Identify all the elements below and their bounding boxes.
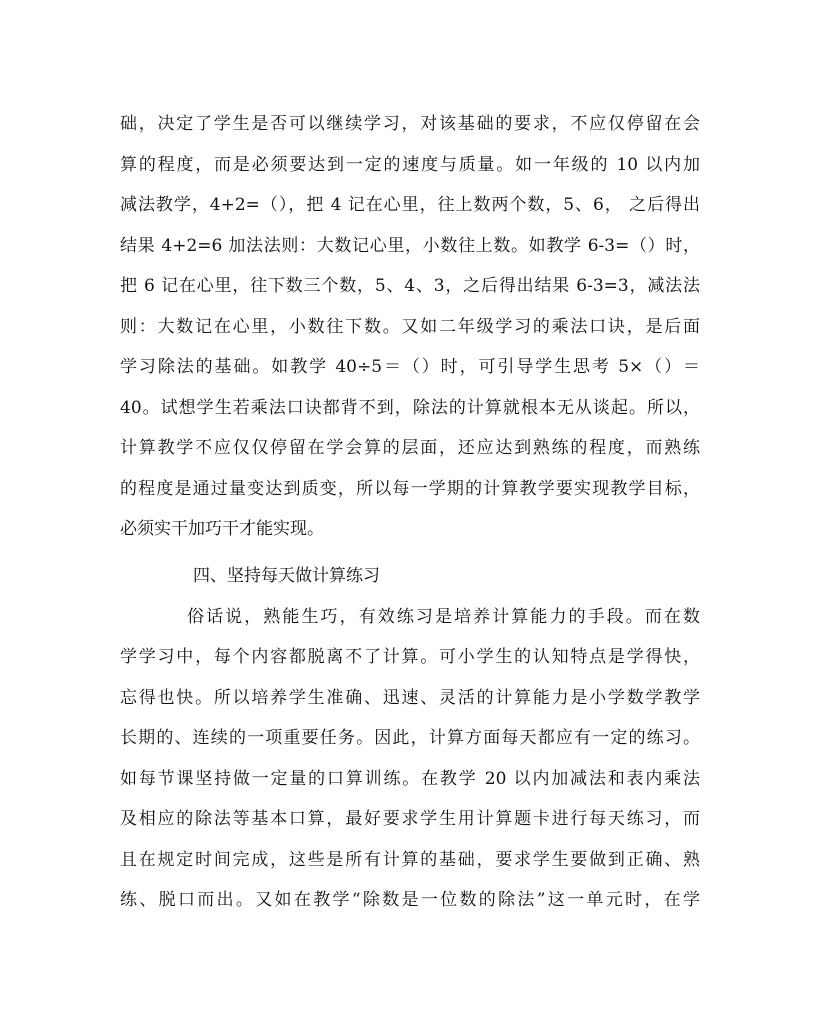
paragraph-line: 把 6 记在心里，往下数三个数，5、4、3，之后得出结果 6-3=3，减法法 [120,276,700,296]
paragraph-line: 忘得也快。所以培养学生准确、迅速、灵活的计算能力是小学数学教学 [120,688,700,708]
paragraph-line: 且在规定时间完成，这些是所有计算的基础，要求学生要做到正确、熟 [120,850,700,870]
paragraph-line: 结果 4+2=6 加法法则：大数记心里，小数往上数。如教学 6-3=（）时， [120,236,700,256]
paragraph-line: 的程度是通过量变达到质变，所以每一学期的计算教学要实现教学目标， [120,479,700,499]
paragraph-line: 必须实干加巧干才能实现。 [120,519,324,539]
paragraph-line: 计算教学不应仅仅停留在学会算的层面，还应达到熟练的程度，而熟练 [120,438,700,458]
paragraph-line: 长期的、连续的一项重要任务。因此，计算方面每天都应有一定的练习。 [120,728,700,748]
paragraph-line: 减法教学，4+2=（），把 4 记在心里，往上数两个数，5、6， 之后得出 [120,195,700,215]
paragraph-line: 学习除法的基础。如教学 40÷5＝（）时，可引导学生思考 5×（）＝ [120,357,700,377]
paragraph-line: 础，决定了学生是否可以继续学习，对该基础的要求，不应仅停留在会 [120,114,700,134]
paragraph-line: 及相应的除法等基本口算，最好要求学生用计算题卡进行每天练习，而 [120,809,700,829]
paragraph-line: 则：大数记在心里，小数往下数。又如二年级学习的乘法口诀，是后面 [120,317,700,337]
paragraph-line: 学学习中，每个内容都脱离不了计算。可小学生的认知特点是学得快， [120,647,700,667]
section-heading: 四、坚持每天做计算练习 [193,566,380,586]
paragraph-line: 算的程度，而是必须要达到一定的速度与质量。如一年级的 10 以内加 [120,155,700,175]
paragraph-line: 俗话说，熟能生巧，有效练习是培养计算能力的手段。而在数 [187,607,700,627]
paragraph-line: 练、脱口而出。又如在教学“除数是一位数的除法”这一单元时，在学 [120,890,700,910]
paragraph-line: 40。试想学生若乘法口诀都背不到，除法的计算就根本无从谈起。所以， [120,398,700,418]
paragraph-line: 如每节课坚持做一定量的口算训练。在教学 20 以内加减法和表内乘法 [120,769,700,789]
